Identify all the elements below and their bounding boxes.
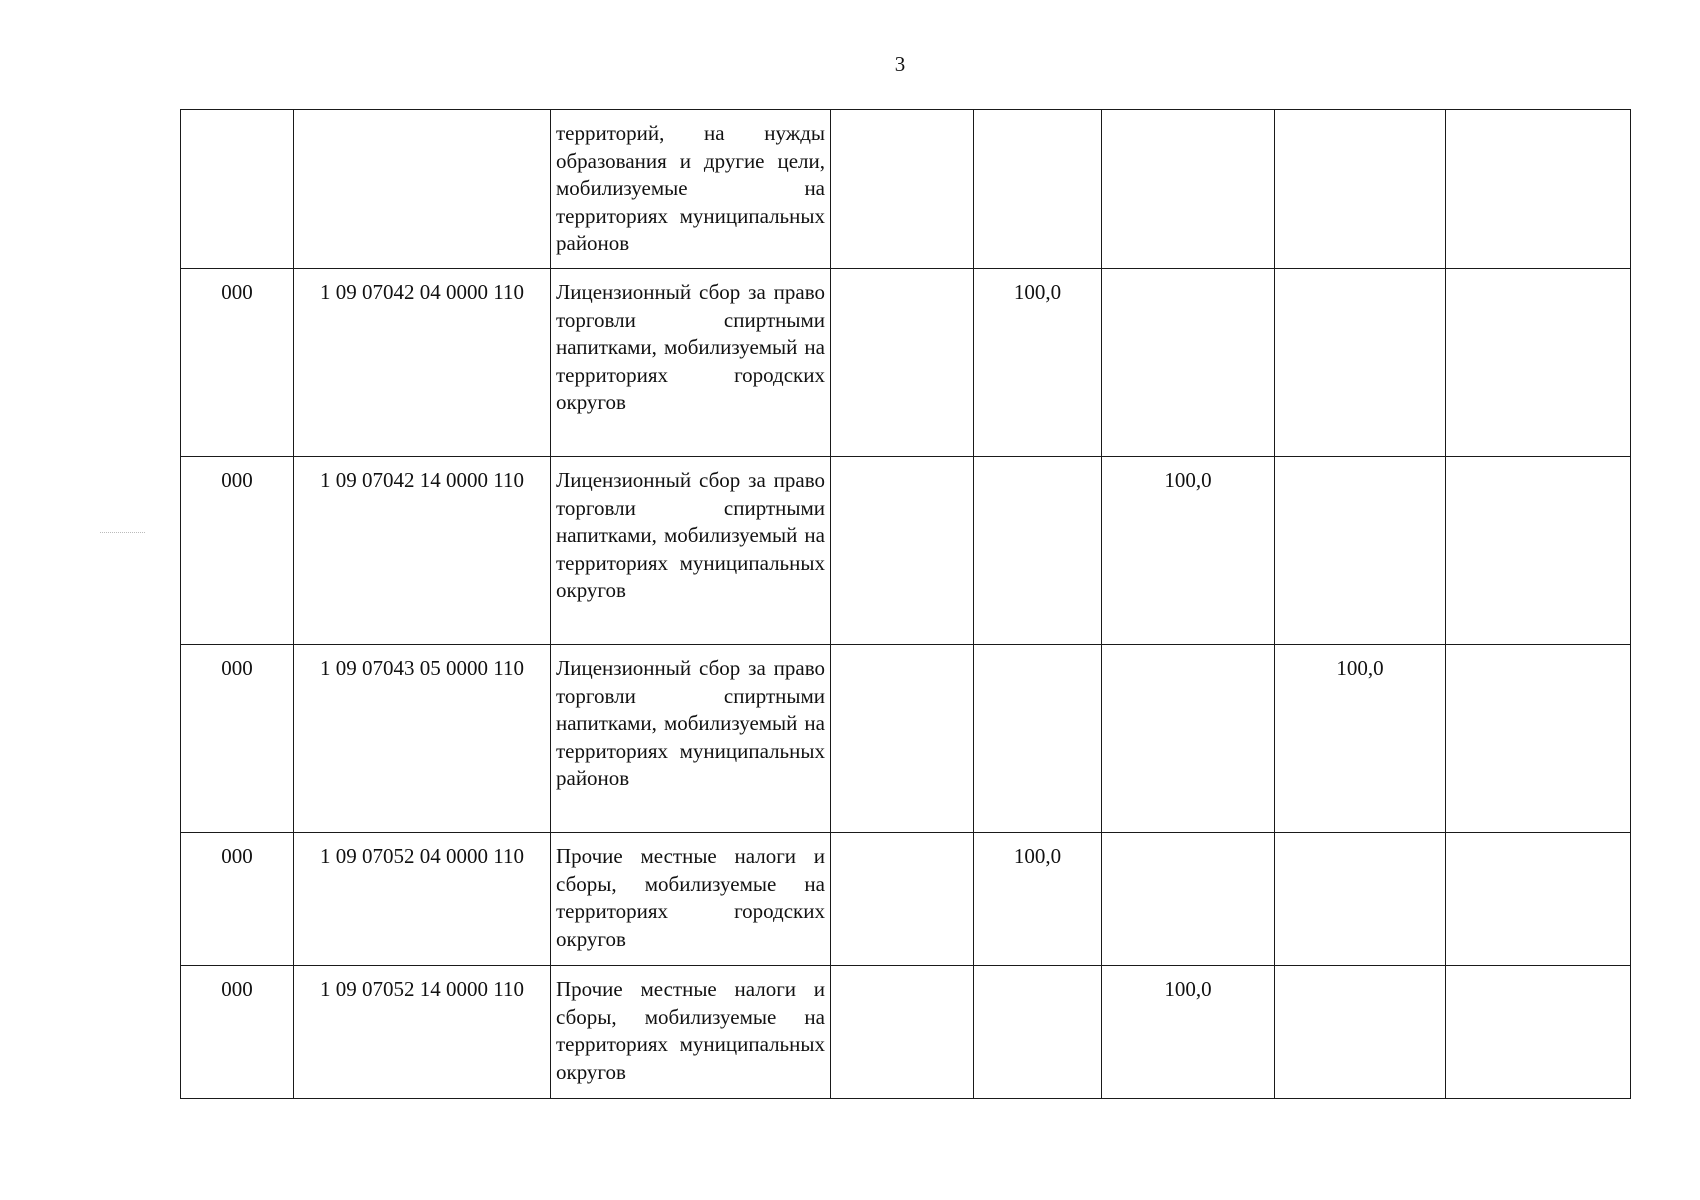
- value-cell-4: [1275, 269, 1446, 457]
- value-cell-5: [1446, 833, 1631, 966]
- value-cell-3: 100,0: [1102, 457, 1275, 645]
- value-cell-4: [1275, 833, 1446, 966]
- value-cell-4: [1275, 110, 1446, 269]
- budget-code-cell: 1 09 07042 04 0000 110: [294, 269, 551, 457]
- value-cell-3: [1102, 645, 1275, 833]
- admin-code-cell: 000: [181, 645, 294, 833]
- value-cell-2: [974, 966, 1102, 1099]
- admin-code-cell: 000: [181, 457, 294, 645]
- table-row: [181, 269, 1631, 457]
- value-cell-5: [1446, 457, 1631, 645]
- value-cell-4: [1275, 966, 1446, 1099]
- value-cell-1: [831, 457, 974, 645]
- value-cell-5: [1446, 110, 1631, 269]
- table-row: [181, 833, 1631, 966]
- value-cell-4: 100,0: [1275, 645, 1446, 833]
- table-row: [181, 110, 1631, 269]
- value-cell-3: [1102, 833, 1275, 966]
- table-row: [181, 457, 1631, 645]
- revenue-distribution-table: [180, 109, 1631, 1099]
- value-cell-4: [1275, 457, 1446, 645]
- value-cell-2: [974, 645, 1102, 833]
- admin-code-cell: 000: [181, 966, 294, 1099]
- value-cell-1: [831, 269, 974, 457]
- value-cell-1: [831, 645, 974, 833]
- value-cell-3: [1102, 110, 1275, 269]
- table-row: [181, 966, 1631, 1099]
- income-name-cell: Лицензионный сбор за право торговли спиртными напитками, мобилизуемый на территориях муниципальных округов: [551, 457, 831, 645]
- value-cell-2: 100,0: [974, 833, 1102, 966]
- income-name-cell: территорий, на нужды образования и другие цели, мобилизуемые на территориях муниципальных районов: [551, 110, 831, 269]
- value-cell-2: [974, 457, 1102, 645]
- value-cell-1: [831, 110, 974, 269]
- value-cell-5: [1446, 966, 1631, 1099]
- income-name-cell: Лицензионный сбор за право торговли спиртными напитками, мобилизуемый на территориях муниципальных районов: [551, 645, 831, 833]
- scan-artifact: [100, 532, 145, 535]
- budget-code-cell: 1 09 07042 14 0000 110: [294, 457, 551, 645]
- income-name-cell: Лицензионный сбор за право торговли спиртными напитками, мобилизуемый на территориях городских округов: [551, 269, 831, 457]
- table-row: [181, 645, 1631, 833]
- admin-code-cell: 000: [181, 833, 294, 966]
- value-cell-3: [1102, 269, 1275, 457]
- admin-code-cell: 000: [181, 269, 294, 457]
- value-cell-3: 100,0: [1102, 966, 1275, 1099]
- budget-code-cell: 1 09 07052 04 0000 110: [294, 833, 551, 966]
- budget-code-cell: 1 09 07043 05 0000 110: [294, 645, 551, 833]
- page-number: 3: [894, 52, 906, 76]
- value-cell-5: [1446, 645, 1631, 833]
- admin-code-cell: [181, 110, 294, 269]
- budget-code-cell: 1 09 07052 14 0000 110: [294, 966, 551, 1099]
- income-name-cell: Прочие местные налоги и сборы, мобилизуемые на территориях муниципальных округов: [551, 966, 831, 1099]
- value-cell-2: [974, 110, 1102, 269]
- value-cell-5: [1446, 269, 1631, 457]
- value-cell-2: 100,0: [974, 269, 1102, 457]
- value-cell-1: [831, 833, 974, 966]
- value-cell-1: [831, 966, 974, 1099]
- income-name-cell: Прочие местные налоги и сборы, мобилизуемые на территориях городских округов: [551, 833, 831, 966]
- budget-code-cell: [294, 110, 551, 269]
